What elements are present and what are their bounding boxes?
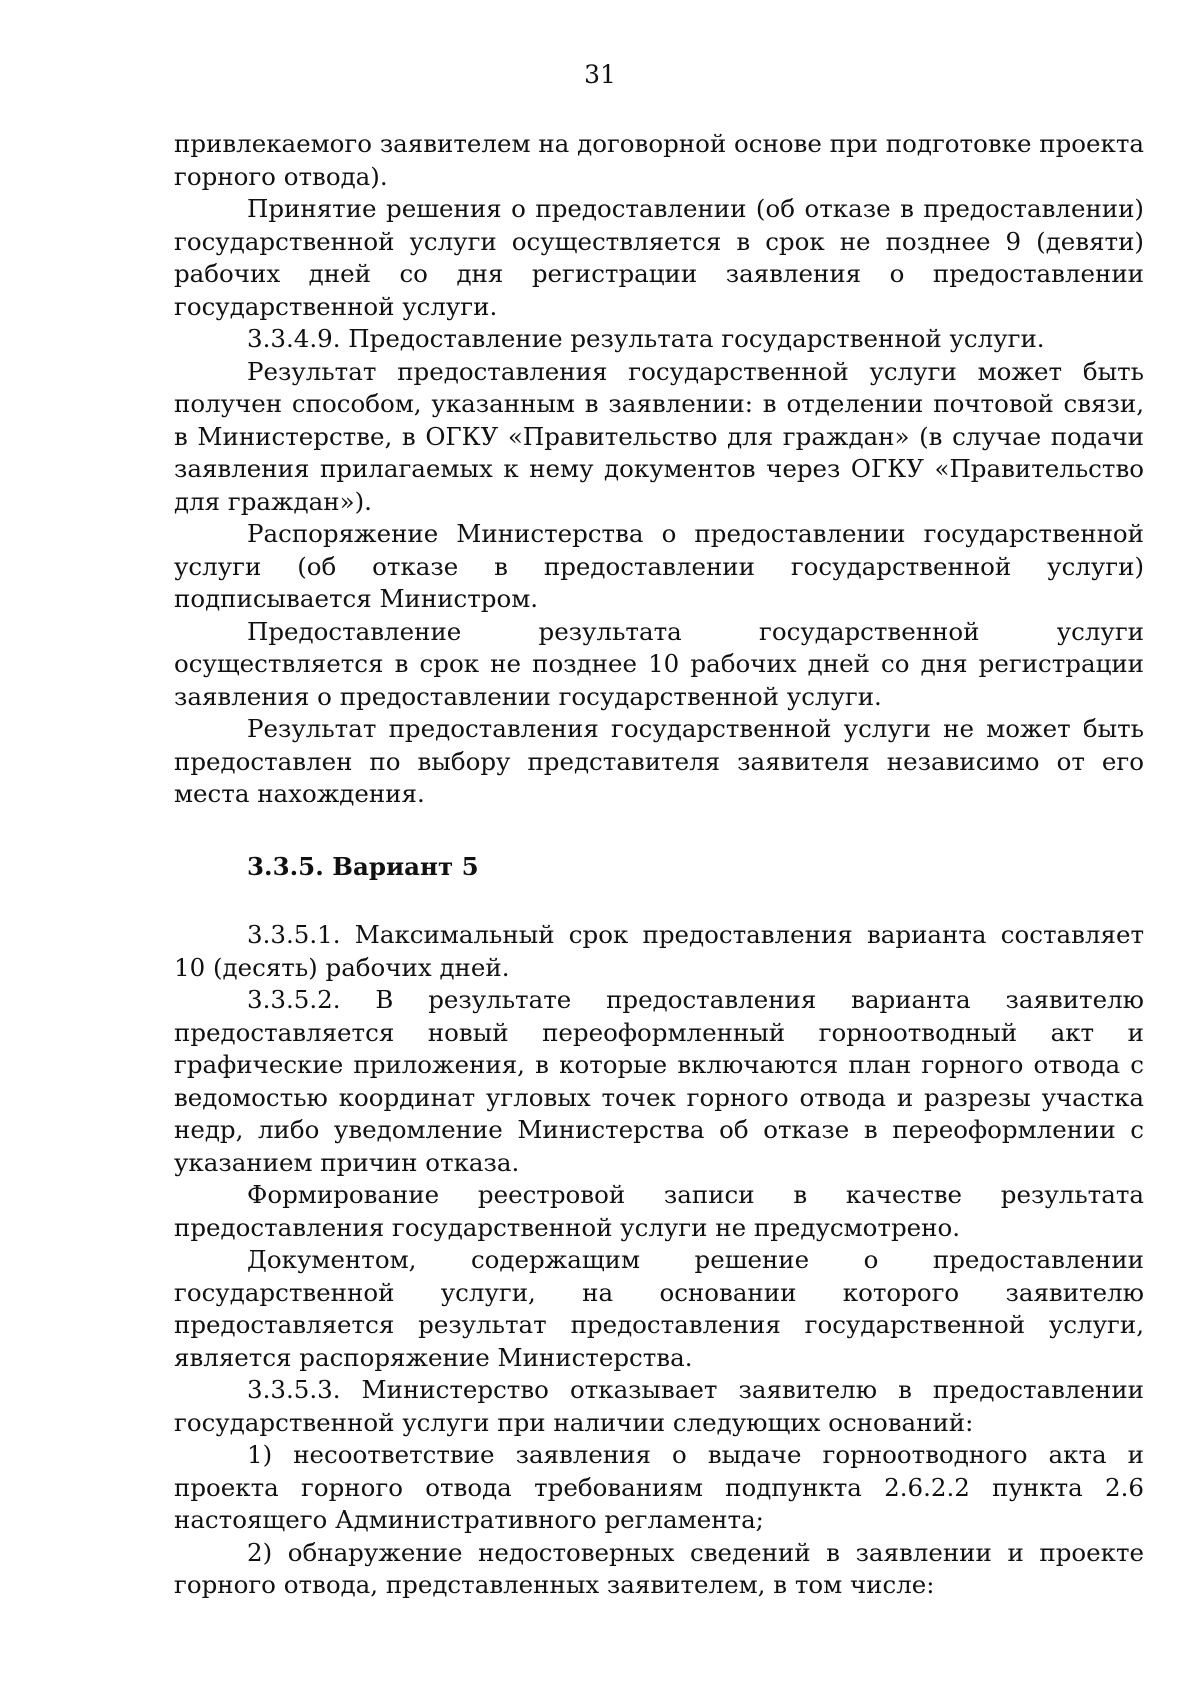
page-number: 31 [584, 60, 616, 89]
paragraph-order-signing: Распоряжение Министерства о предоставлении государственной услуги (об отказе в предоставлении государственной услуги) подписывается Министром. [174, 519, 1144, 613]
paragraph-decision-document: Документом, содержащим решение о предоставлении государственной услуги, на основании которого заявителю предоставляется результат предоставления государственной услуги, является распоряжение Министерства. [174, 1245, 1144, 1372]
paragraph-registry-record: Формирование реестровой записи в качестве результата предоставления государственной услуги не предусмотрено. [174, 1180, 1144, 1242]
paragraph-result-term: Предоставление результата государственной услуги осуществляется в срок не позднее 10 рабочих дней со дня регистрации заявления о предоставлении государственной услуги. [174, 616, 1144, 711]
paragraph-continuation: привлекаемого заявителем на договорной основе при подготовке проекта горного отвода). [174, 129, 1144, 191]
paragraph-3-3-5-2: 3.3.5.2. В результате предоставления варианта заявителю предоставляется новый переоформленный горноотводный акт и графические приложения, в которые включаются план горного отвода с ведомостью координат угловых точек горного отвода и разрезы участка недр, либо уведомление Министерства об отказе в переоформлении с указанием причин отказа. [174, 985, 1144, 1177]
paragraph-3-3-5-1: 3.3.5.1. Максимальный срок предоставления варианта составляет 10 (десять) рабочих дней. [174, 920, 1144, 982]
document-body [174, 128, 1144, 1602]
section-heading: 3.3.5. Вариант 5 [247, 851, 479, 881]
paragraph-representative: Результат предоставления государственной услуги не может быть предоставлен по выбору представителя заявителя независимо от его места нахождения. [174, 714, 1144, 808]
paragraph-3-3-4-9: 3.3.4.9. Предоставление результата государственной услуги. [247, 324, 1045, 353]
list-item-2: 2) обнаружение недостоверных сведений в заявлении и проекте горного отвода, представленных заявителем, в том числе: [174, 1537, 1144, 1599]
paragraph-decision-term: Принятие решения о предоставлении (об отказе в предоставлении) государственной услуги осуществляется в срок не позднее 9 (девяти) рабочих дней со дня регистрации заявления о предоставлении государственной услуги. [174, 194, 1144, 321]
list-item-1: 1) несоответствие заявления о выдаче горноотводного акта и проекта горного отвода требованиям подпункта 2.6.2.2 пункта 2.6 настоящего Административного регламента; [174, 1440, 1144, 1534]
paragraph-result-delivery: Результат предоставления государственной услуги может быть получен способом, указанным в заявлении: в отделении почтовой связи, в Министерстве, в ОГКУ «Правительство для граждан» (в случае подачи заявления прилагаемых к нему документов через ОГКУ «Правительство для граждан»). [174, 356, 1144, 516]
paragraph-3-3-5-3: 3.3.5.3. Министерство отказывает заявителю в предоставлении государственной услуги при наличии следующих оснований: [174, 1375, 1144, 1437]
